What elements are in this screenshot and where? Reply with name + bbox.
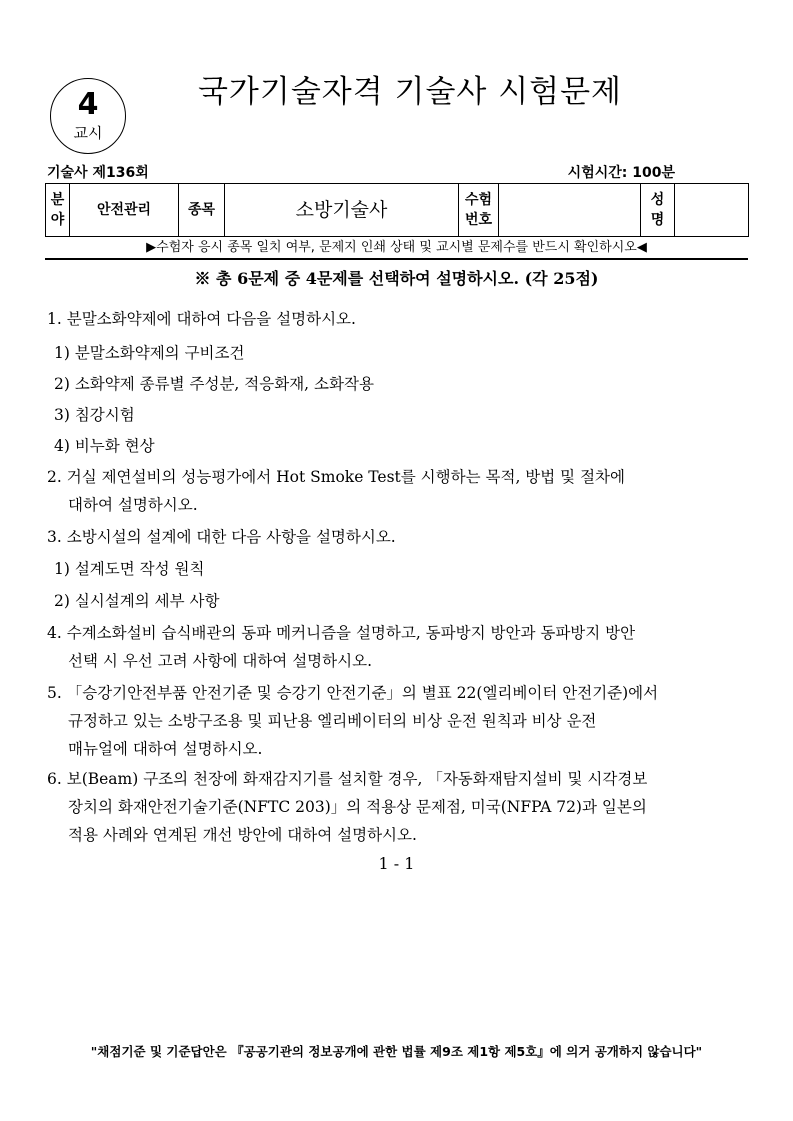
exam-time: 시험시간: 100분 <box>567 165 675 181</box>
question-3: 3. 소방시설의 설계에 대한 다음 사항을 설명하시오. <box>47 528 396 546</box>
exam-title: 국가기술자격 기술사 시험문제 <box>197 74 622 110</box>
exam-round: 기술사 제136회 <box>47 165 149 181</box>
question-1: 1. 분말소화약제에 대하여 다음을 설명하시오. <box>47 310 356 328</box>
question-6-continued-2: 적용 사례와 연계된 개선 방안에 대하여 설명하시오. <box>68 826 417 844</box>
question-5-continued-2: 매뉴얼에 대하여 설명하시오. <box>68 740 263 758</box>
question-2: 2. 거실 제연설비의 성능평가에서 Hot Smoke Test를 시행하는 목적, 방법 및 절차에 <box>47 468 625 486</box>
question-1-item-4: 4) 비누화 현상 <box>54 437 155 455</box>
exam-info-table <box>45 183 749 237</box>
question-1-item-3: 3) 침강시험 <box>54 406 135 424</box>
instruction-text: ※ 총 6문제 중 4문제를 선택하여 설명하시오. (각 25점) <box>194 269 599 288</box>
question-3-item-1: 1) 설계도면 작성 원칙 <box>54 560 205 578</box>
header-divider <box>45 258 748 260</box>
field-value: 안전관리 <box>70 184 179 237</box>
field-label: 분 야 <box>46 184 70 237</box>
question-1-item-1: 1) 분말소화약제의 구비조건 <box>54 344 245 362</box>
exam-number-field[interactable] <box>499 184 641 237</box>
question-1-item-2: 2) 소화약제 종류별 주성분, 적응화재, 소화작용 <box>54 375 374 393</box>
period-badge <box>50 78 126 154</box>
question-2-continued: 대하여 설명하시오. <box>68 496 198 514</box>
category-value: 소방기술사 <box>225 184 459 237</box>
name-field[interactable] <box>675 184 749 237</box>
name-label: 성 명 <box>641 184 675 237</box>
question-4-continued: 선택 시 우선 고려 사항에 대하여 설명하시오. <box>68 652 373 670</box>
period-label: 교시 <box>73 124 103 142</box>
question-4: 4. 수계소화설비 습식배관의 동파 메커니즘을 설명하고, 동파방지 방안과 동파방지 방안 <box>47 624 636 642</box>
question-5-continued-1: 규정하고 있는 소방구조용 및 피난용 엘리베이터의 비상 운전 원칙과 비상 운전 <box>68 712 597 730</box>
question-6-continued-1: 장치의 화재안전기술기준(NFTC 203)」의 적용상 문제점, 미국(NFPA 72)과 일본의 <box>68 798 647 816</box>
question-5: 5. 「승강기안전부품 안전기준 및 승강기 안전기준」의 별표 22(엘리베이터 안전기준)에서 <box>47 684 659 702</box>
notice-text: ▶수험자 응시 종목 일치 여부, 문제지 인쇄 상태 및 교시별 문제수를 반드시 확인하시오◀ <box>146 240 647 255</box>
period-number: 4 <box>77 87 99 122</box>
page-number: 1 - 1 <box>378 854 415 873</box>
question-6: 6. 보(Beam) 구조의 천장에 화재감지기를 설치할 경우, 「자동화재탐지설비 및 시각경보 <box>47 770 648 788</box>
question-3-item-2: 2) 실시설계의 세부 사항 <box>54 592 220 610</box>
category-label: 종목 <box>179 184 225 237</box>
footer-disclaimer: "채점기준 및 기준답안은 『공공기관의 정보공개에 관한 법률 제9조 제1항 제5호』에 의거 공개하지 않습니다" <box>90 1044 703 1059</box>
exam-number-label: 수험 번호 <box>459 184 499 237</box>
